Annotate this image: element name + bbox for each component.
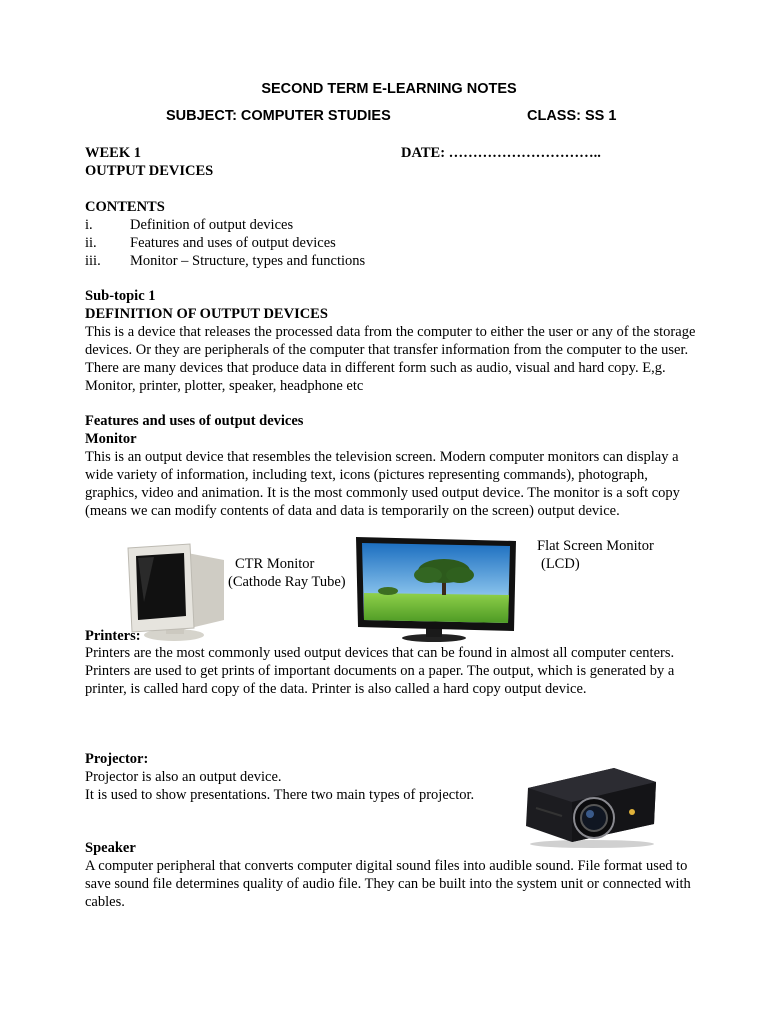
speaker-heading: Speaker — [85, 840, 136, 856]
definition-text: This is a device that releases the processed data from the computer to either the user or any of the storage devices. Or they are peripherals of the computer that transfer information from the computer to the user. There are many devices that produce data in different form such as audio, visual and hard copy. E,g. Monitor, printer, plotter, speaker, headphone etc — [85, 324, 696, 394]
list-number: i. — [85, 217, 93, 233]
document-title: SECOND TERM E-LEARNING NOTES — [261, 81, 517, 97]
printers-paragraph — [85, 644, 697, 698]
week-label: WEEK 1 — [85, 145, 141, 161]
printers-text: Printers are the most commonly used output devices that can be found in almost all computer centers. Printers are used to get prints of important documents on a paper. The output, which is generated by a printer, is called hard copy of the data. Printer is also called a hard copy output device. — [85, 645, 675, 697]
crt-caption-title: CTR Monitor — [235, 556, 315, 572]
contents-heading: CONTENTS — [85, 199, 165, 215]
definition-paragraph — [85, 323, 697, 395]
list-number: ii. — [85, 235, 97, 251]
list-item — [85, 234, 365, 252]
lcd-monitor-image — [354, 535, 518, 643]
speaker-paragraph — [85, 857, 697, 911]
monitor-paragraph — [85, 448, 697, 520]
lcd-caption-title: Flat Screen Monitor — [537, 538, 654, 554]
printers-heading: Printers: — [85, 628, 141, 644]
list-text: Definition of output devices — [130, 217, 294, 233]
monitor-heading: Monitor — [85, 431, 137, 447]
contents-list — [85, 216, 365, 270]
list-item — [85, 216, 365, 234]
projector-line-1: Projector is also an output device. — [85, 769, 282, 785]
crt-caption-subtitle: (Cathode Ray Tube) — [228, 574, 346, 590]
speaker-text: A computer peripheral that converts computer digital sound files into audible sound. File format used to save sound file determines quality of audio file. They can be built into the system unit or connected with cables. — [85, 858, 691, 910]
projector-line-2: It is used to show presentations. There two main types of projector. — [85, 787, 475, 803]
list-item — [85, 252, 365, 270]
subtopic-heading: DEFINITION OF OUTPUT DEVICES — [85, 306, 328, 322]
list-number: iii. — [85, 253, 101, 269]
lcd-caption-subtitle: (LCD) — [541, 556, 580, 572]
subtopic-label: Sub-topic 1 — [85, 288, 156, 304]
monitor-text: This is an output device that resembles the television screen. Modern computer monitors can display a wide variety of information, including text, icons (pictures representing commands), photograph, graphics, video and animation. It is the most commonly used output device. The monitor is a soft copy (means we can modify contents of data and data is temporarily on the screen) output device. — [85, 449, 680, 519]
list-text: Features and uses of output devices — [130, 235, 336, 251]
projector-image — [522, 762, 660, 848]
features-heading: Features and uses of output devices — [85, 413, 304, 429]
subject-label: SUBJECT: COMPUTER STUDIES — [166, 108, 391, 124]
topic-title: OUTPUT DEVICES — [85, 163, 214, 179]
list-text: Monitor – Structure, types and functions — [130, 253, 366, 269]
projector-heading: Projector: — [85, 751, 149, 767]
date-field: DATE: ………………………….. — [401, 145, 601, 161]
class-label: CLASS: SS 1 — [527, 108, 617, 124]
